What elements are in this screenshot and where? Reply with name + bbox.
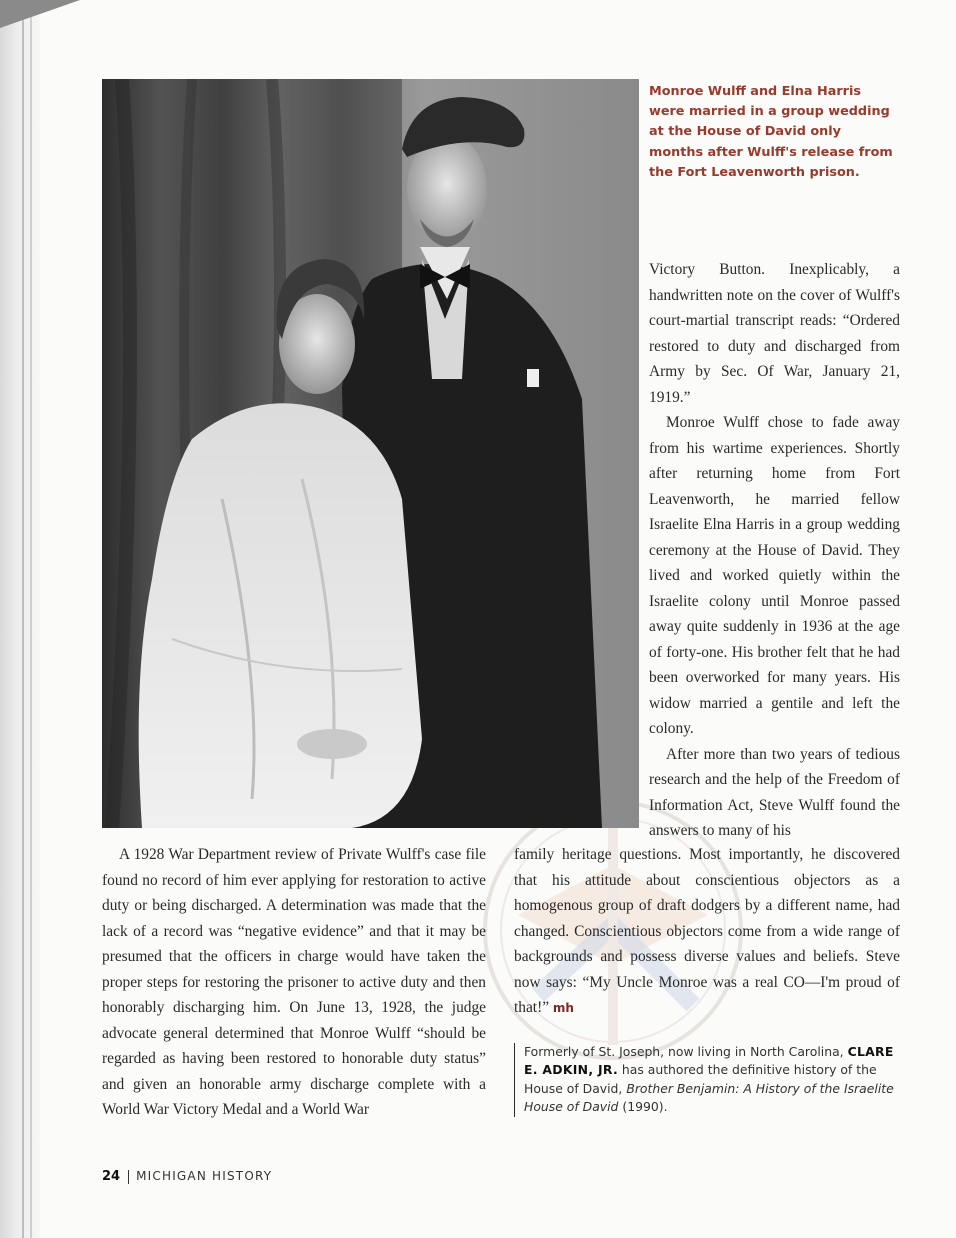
book-year: (1990). [622, 1099, 668, 1115]
end-mark-icon: mh [552, 1001, 574, 1015]
left-column-text [102, 842, 486, 1123]
paragraph [514, 842, 900, 1022]
book-title: Brother Benjamin: A History of the Israelite House of David [524, 1080, 894, 1115]
paragraph: Monroe Wulff chose to fade away from his wartime experiences. Shortly after returning home from Fort Leavenworth, he married fellow Israelite Elna Harris in a group wedding ceremony at the House of David. They lived and worked quietly within the Israelite colony until Monroe passed away quite suddenly in 1936 at the age of forty-one. His brother felt that he had been overworked for many years. His widow married a gentile and left the colony. [649, 414, 900, 737]
paragraph: A 1928 War Department review of Private Wulff's case file found no record of him ever applying for restoration to active duty or being discharged. A determination was made that the lack of a record was “negative evidence” and that it may be presumed that the officers in charge would have taken the proper steps for restoring the prisoner to active duty and then honorably discharging him. On June 13, 1928, the judge advocate general determined that Monroe Wulff “should be regarded as having been restored to honorable duty status” and given an honorable army discharge complete with a World War Victory Medal and a World War [102, 846, 486, 1118]
photo-caption: Monroe Wulff and Elna Harris were married in a group wedding at the House of David only months after Wulff's release from the Fort Leavenworth prison. [649, 84, 893, 180]
middle-column-text [514, 842, 900, 1022]
author-name: CLARE E. ADKIN, JR. [524, 1044, 894, 1078]
footer-divider [128, 1170, 129, 1184]
paragraph: After more than two years of tedious research and the help of the Freedom of Information Act, Steve Wulff found the answers to many of his [649, 745, 900, 839]
bio-lead: Formerly of St. Joseph, now living in North Carolina, [524, 1044, 844, 1059]
bio-middle: has authored the definitive history of the House of David, [524, 1062, 877, 1096]
page-corner-shadow [0, 0, 80, 28]
page-footer [102, 1169, 272, 1184]
page-number: 24 [102, 1169, 121, 1184]
wedding-portrait-photo [102, 79, 639, 828]
paragraph: Victory Button. Inexplicably, a handwritten note on the cover of Wulff's court-martial transcript reads: “Ordered restored to duty and discharged from Army by Sec. Of War, January 21, 1919.” [649, 261, 900, 406]
page-binding-edge [0, 0, 40, 1238]
publication-name: MICHIGAN HISTORY [136, 1169, 273, 1183]
paragraph-continuation: family heritage questions. Most importantly, he discovered that his attitude about conscientious objectors as a homogenous group of draft dodgers by a different name, had changed. Conscientious objectors come from a wide range of backgrounds and possess diverse values and beliefs. Steve now says: “My Uncle Monroe was a real CO—I'm proud of that!” [514, 846, 900, 1016]
right-column-text [649, 257, 900, 844]
author-bio [514, 1043, 910, 1117]
